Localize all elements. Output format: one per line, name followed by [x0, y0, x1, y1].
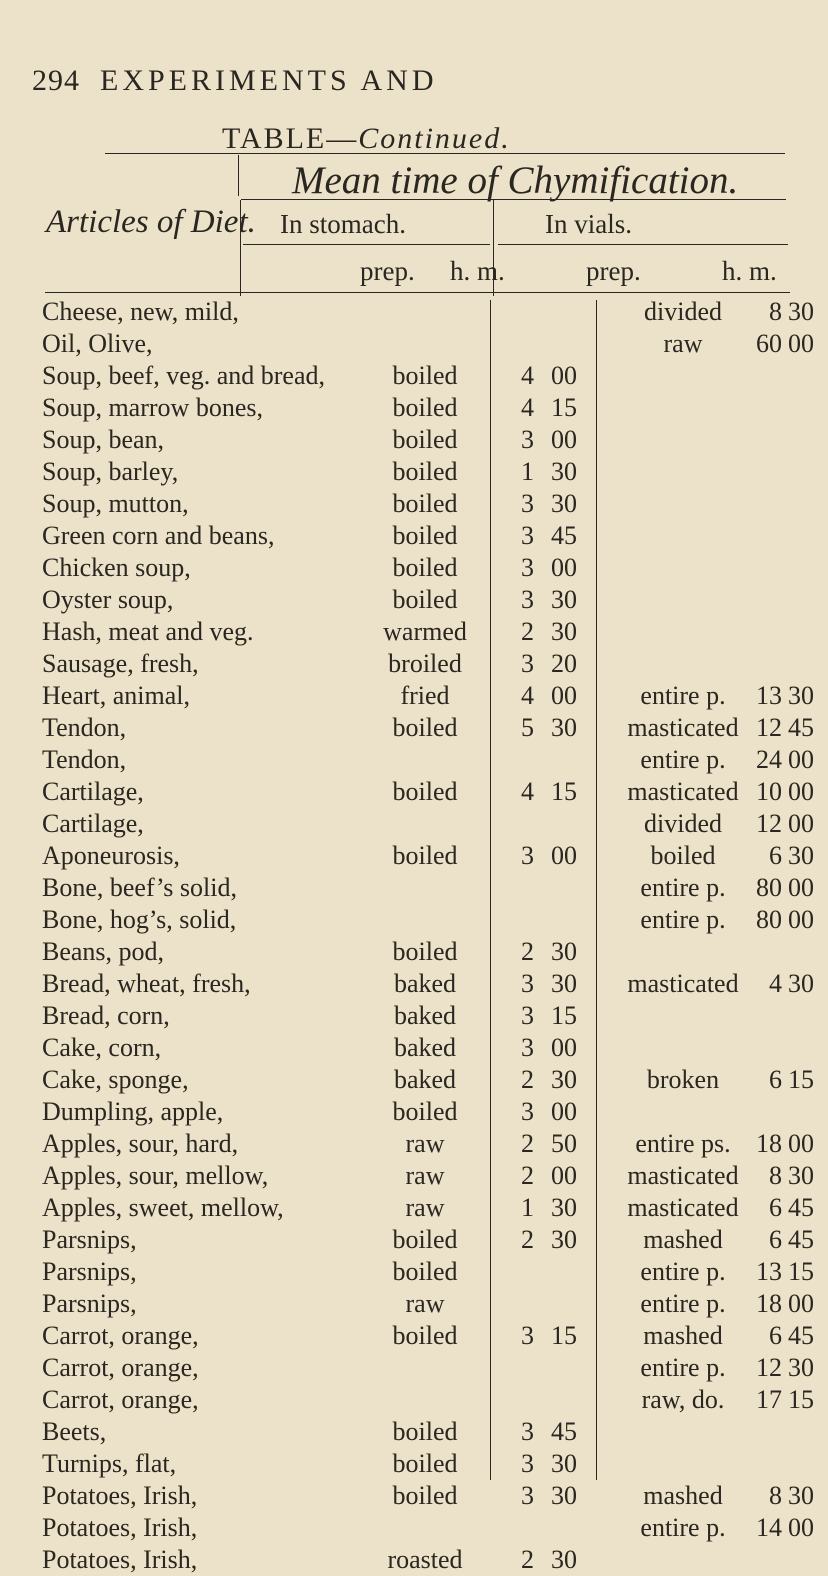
stomach-minutes-cell: 00 [551, 681, 577, 710]
stomach-minutes-cell: 30 [551, 1545, 577, 1574]
vials-prep-cell: entire p. [640, 1513, 726, 1542]
group-title: Mean time of Chymification. [292, 159, 739, 202]
vials-minutes-cell: 00 [788, 809, 814, 838]
stomach-prep-cell: boiled [392, 361, 458, 390]
table-row [0, 424, 800, 456]
stomach-minutes-cell: 30 [551, 969, 577, 998]
header-bottom-rule [45, 292, 790, 293]
stomach-hours-cell: 4 [521, 777, 534, 806]
vials-prep-cell: entire p. [640, 1353, 726, 1382]
article-cell: Apples, sour, mellow, [42, 1161, 269, 1190]
stomach-hours-cell: 3 [521, 1033, 534, 1062]
vials-prep-cell: divided [644, 297, 722, 326]
vials-minutes-cell: 15 [788, 1257, 814, 1286]
stomach-minutes-cell: 00 [551, 425, 577, 454]
table-row [0, 616, 800, 648]
stomach-prep-cell: boiled [392, 1417, 458, 1446]
table-row [0, 1096, 800, 1128]
vials-hours-cell: 6 [769, 1225, 782, 1254]
vials-minutes-cell: 30 [788, 1481, 814, 1510]
vials-hm-header: h. m. [722, 256, 777, 286]
stomach-hours-cell: 3 [521, 1321, 534, 1350]
vials-prep-cell: masticated [627, 1161, 739, 1190]
vials-minutes-cell: 00 [788, 777, 814, 806]
vials-hours-cell: 13 [756, 1257, 782, 1286]
table-row [0, 776, 814, 808]
vials-prep-cell: entire p. [640, 873, 726, 902]
stomach-minutes-cell: 00 [551, 841, 577, 870]
vials-prep-cell: masticated [627, 713, 739, 742]
stomach-hours-cell: 2 [521, 1161, 534, 1190]
article-cell: Cake, sponge, [42, 1065, 189, 1094]
stomach-prep-cell: boiled [392, 1481, 458, 1510]
stomach-prep-cell: boiled [392, 521, 458, 550]
table-row [0, 1064, 814, 1096]
stomach-minutes-cell: 30 [551, 585, 577, 614]
table-row [0, 1512, 814, 1544]
stomach-prep-cell: boiled [392, 553, 458, 582]
table-row [0, 808, 814, 840]
stomach-prep-cell: boiled [392, 1257, 458, 1286]
article-cell: Cheese, new, mild, [42, 297, 239, 326]
stomach-prep-cell: warmed [383, 617, 467, 646]
group-title-rule [241, 199, 786, 200]
article-cell: Potatoes, Irish, [42, 1513, 198, 1542]
table-row [0, 744, 814, 776]
table-row [0, 1544, 800, 1576]
vials-minutes-cell: 15 [788, 1385, 814, 1414]
vials-minutes-cell: 45 [788, 713, 814, 742]
running-head [0, 64, 800, 104]
stomach-hours-cell: 3 [521, 1481, 534, 1510]
stomach-minutes-cell: 30 [551, 1065, 577, 1094]
table-row [0, 360, 800, 392]
stomach-minutes-cell: 00 [551, 1161, 577, 1190]
article-cell: Soup, mutton, [42, 489, 189, 518]
stomach-prep-cell: broiled [388, 649, 462, 678]
table-caption-continued: Continued. [358, 122, 511, 155]
vials-minutes-cell: 00 [788, 1129, 814, 1158]
table-row [0, 1320, 814, 1352]
stomach-prep-cell: boiled [392, 393, 458, 422]
article-cell: Cake, corn, [42, 1033, 162, 1062]
vials-prep-cell: entire p. [640, 681, 726, 710]
stomach-prep-cell: baked [393, 1033, 457, 1062]
article-cell: Turnips, flat, [42, 1449, 177, 1478]
article-cell: Chicken soup, [42, 553, 191, 582]
article-cell: Bread, corn, [42, 1001, 170, 1030]
article-cell: Carrot, orange, [42, 1321, 199, 1350]
vials-minutes-cell: 00 [788, 329, 814, 358]
stomach-prep-cell: raw [405, 1289, 445, 1318]
stomach-hours-cell: 2 [521, 617, 534, 646]
stomach-hours-cell: 2 [521, 937, 534, 966]
vials-prep-cell: mashed [643, 1225, 723, 1254]
vials-hours-cell: 8 [769, 1481, 782, 1510]
vials-hours-cell: 4 [769, 969, 782, 998]
table-row [0, 1384, 814, 1416]
stomach-hours-cell: 3 [521, 1449, 534, 1478]
vials-prep-cell: masticated [627, 969, 739, 998]
stomach-hours-cell: 3 [521, 585, 534, 614]
article-cell: Apples, sour, hard, [42, 1129, 239, 1158]
table-row [0, 392, 800, 424]
table-row [0, 1352, 814, 1384]
stomach-hours-cell: 3 [521, 521, 534, 550]
table-row [0, 680, 814, 712]
table-row [0, 1256, 814, 1288]
vials-minutes-cell: 45 [788, 1321, 814, 1350]
vials-prep-header: prep. [586, 256, 641, 286]
article-cell: Bread, wheat, fresh, [42, 969, 251, 998]
page-number: 294 [32, 64, 80, 97]
vials-prep-cell: broken [646, 1065, 720, 1094]
vials-hours-cell: 12 [756, 1353, 782, 1382]
article-cell: Parsnips, [42, 1257, 137, 1286]
running-title: EXPERIMENTS AND [100, 64, 438, 97]
stomach-minutes-cell: 15 [551, 777, 577, 806]
stomach-header: In stomach. [280, 209, 406, 239]
table-row [0, 1000, 800, 1032]
vials-hours-cell: 17 [756, 1385, 782, 1414]
table-row [0, 1032, 800, 1064]
header-divider-top [238, 155, 239, 196]
vials-hours-cell: 6 [769, 1065, 782, 1094]
stomach-hours-cell: 1 [521, 457, 534, 486]
vials-hours-cell: 24 [756, 745, 782, 774]
table-body [0, 296, 814, 1576]
stomach-prep-cell: raw [405, 1161, 445, 1190]
stomach-hours-cell: 3 [521, 1097, 534, 1126]
stomach-prep-cell: boiled [392, 1097, 458, 1126]
vials-prep-cell: mashed [643, 1481, 723, 1510]
article-cell: Aponeurosis, [42, 841, 180, 870]
vials-hours-cell: 8 [769, 297, 782, 326]
stomach-minutes-cell: 15 [551, 1321, 577, 1350]
vials-prep-cell: divided [644, 809, 722, 838]
table-row [0, 1224, 814, 1256]
stomach-minutes-cell: 30 [551, 457, 577, 486]
table-caption-word: TABLE— [222, 122, 359, 155]
stomach-hours-cell: 2 [521, 1129, 534, 1158]
table-row [0, 1448, 800, 1480]
stomach-minutes-cell: 30 [551, 1449, 577, 1478]
stomach-prep-cell: boiled [392, 425, 458, 454]
vials-prep-cell: entire p. [640, 745, 726, 774]
stomach-hours-cell: 3 [521, 1417, 534, 1446]
table-row [0, 520, 800, 552]
vials-hours-cell: 6 [769, 1321, 782, 1350]
stomach-prep-cell: boiled [392, 1225, 458, 1254]
article-cell: Potatoes, Irish, [42, 1545, 198, 1574]
stomach-minutes-cell: 00 [551, 553, 577, 582]
table-row [0, 840, 814, 872]
vials-prep-cell: masticated [627, 777, 739, 806]
article-cell: Parsnips, [42, 1225, 137, 1254]
table-row [0, 296, 814, 328]
stomach-hours-cell: 2 [521, 1225, 534, 1254]
stomach-hours-cell: 3 [521, 841, 534, 870]
table-row [0, 904, 814, 936]
stomach-minutes-cell: 45 [551, 1417, 577, 1446]
vials-header-rule [498, 244, 788, 245]
stomach-minutes-cell: 30 [551, 937, 577, 966]
vials-minutes-cell: 30 [788, 297, 814, 326]
stomach-prep-cell: boiled [392, 777, 458, 806]
stomach-minutes-cell: 30 [551, 1481, 577, 1510]
article-cell: Apples, sweet, mellow, [42, 1193, 284, 1222]
article-cell: Soup, marrow bones, [42, 393, 263, 422]
vials-minutes-cell: 00 [788, 745, 814, 774]
stomach-prep-cell: baked [393, 1001, 457, 1030]
stomach-prep-cell: boiled [392, 937, 458, 966]
vials-hours-cell: 18 [756, 1129, 782, 1158]
stomach-minutes-cell: 00 [551, 1033, 577, 1062]
vials-minutes-cell: 45 [788, 1193, 814, 1222]
article-cell: Sausage, fresh, [42, 649, 199, 678]
vials-hours-cell: 60 [756, 329, 782, 358]
vials-hours-cell: 14 [756, 1513, 782, 1542]
stomach-minutes-cell: 15 [551, 1001, 577, 1030]
vials-minutes-cell: 00 [788, 1289, 814, 1318]
stomach-minutes-cell: 30 [551, 1193, 577, 1222]
vials-prep-cell: entire ps. [635, 1129, 731, 1158]
vials-hours-cell: 18 [756, 1289, 782, 1318]
article-cell: Carrot, orange, [42, 1385, 199, 1414]
table-caption [222, 122, 511, 156]
stomach-header-rule [243, 244, 490, 245]
table-row [0, 1160, 814, 1192]
table-row [0, 936, 800, 968]
stomach-minutes-cell: 45 [551, 521, 577, 550]
stomach-minutes-cell: 30 [551, 489, 577, 518]
stomach-prep-cell: boiled [392, 585, 458, 614]
article-cell: Heart, animal, [42, 681, 190, 710]
article-cell: Potatoes, Irish, [42, 1481, 198, 1510]
vials-hours-cell: 12 [756, 809, 782, 838]
stomach-hours-cell: 3 [521, 425, 534, 454]
table-row [0, 456, 800, 488]
article-cell: Bone, beef’s solid, [42, 873, 237, 902]
vials-minutes-cell: 30 [788, 1353, 814, 1382]
table-row [0, 1288, 814, 1320]
article-cell: Green corn and beans, [42, 521, 275, 550]
vials-hours-cell: 80 [756, 905, 782, 934]
table-row [0, 1416, 800, 1448]
table-row [0, 648, 800, 680]
stomach-hours-cell: 3 [521, 1001, 534, 1030]
vials-minutes-cell: 30 [788, 969, 814, 998]
stomach-prep-cell: boiled [392, 457, 458, 486]
stomach-prep-cell: boiled [392, 1449, 458, 1478]
vials-minutes-cell: 30 [788, 841, 814, 870]
vials-prep-cell: raw [663, 329, 703, 358]
stomach-prep-cell: baked [393, 1065, 457, 1094]
stomach-prep-cell: raw [405, 1129, 445, 1158]
vials-hours-cell: 6 [769, 841, 782, 870]
stomach-minutes-cell: 50 [551, 1129, 577, 1158]
table-row [0, 552, 800, 584]
stomach-hours-cell: 1 [521, 1193, 534, 1222]
stomach-minutes-cell: 00 [551, 1097, 577, 1126]
stomach-minutes-cell: 20 [551, 649, 577, 678]
article-cell: Parsnips, [42, 1289, 137, 1318]
stomach-hours-cell: 4 [521, 361, 534, 390]
article-cell: Soup, beef, veg. and bread, [42, 361, 326, 390]
vials-hours-cell: 80 [756, 873, 782, 902]
stomach-hours-cell: 2 [521, 1065, 534, 1094]
vials-minutes-cell: 15 [788, 1065, 814, 1094]
vials-hours-cell: 6 [769, 1193, 782, 1222]
vials-minutes-cell: 30 [788, 1161, 814, 1190]
vials-minutes-cell: 00 [788, 905, 814, 934]
article-cell: Cartilage, [42, 809, 144, 838]
stomach-prep-cell: baked [393, 969, 457, 998]
vials-minutes-cell: 00 [788, 1513, 814, 1542]
table-row [0, 1128, 814, 1160]
table-row [0, 328, 814, 360]
stomach-minutes-cell: 15 [551, 393, 577, 422]
table-row [0, 1192, 814, 1224]
stomach-prep-cell: fried [400, 681, 450, 710]
stomach-hours-cell: 2 [521, 1545, 534, 1574]
vials-minutes-cell: 00 [788, 873, 814, 902]
article-cell: Soup, bean, [42, 425, 165, 454]
stomach-prep-cell: roasted [387, 1545, 463, 1574]
table-row [0, 968, 814, 1000]
vials-hours-cell: 12 [756, 713, 782, 742]
stomach-hours-cell: 5 [521, 713, 534, 742]
vials-prep-cell: entire p. [640, 905, 726, 934]
vials-minutes-cell: 30 [788, 681, 814, 710]
article-cell: Dumpling, apple, [42, 1097, 224, 1126]
article-cell: Beans, pod, [42, 937, 165, 966]
stomach-minutes-cell: 30 [551, 1225, 577, 1254]
articles-header: Articles of Diet. [46, 204, 256, 240]
stomach-hm-header: h. m. [450, 256, 505, 286]
article-cell: Tendon, [42, 713, 127, 742]
stomach-prep-cell: boiled [392, 489, 458, 518]
vials-hours-cell: 10 [756, 777, 782, 806]
article-cell: Beets, [42, 1417, 107, 1446]
article-cell: Soup, barley, [42, 457, 179, 486]
stomach-hours-cell: 4 [521, 681, 534, 710]
stomach-minutes-cell: 30 [551, 713, 577, 742]
table-row [0, 584, 800, 616]
stomach-prep-cell: boiled [392, 841, 458, 870]
header-divider-left [240, 200, 241, 296]
vials-prep-cell: entire p. [640, 1289, 726, 1318]
stomach-prep-header: prep. [360, 256, 415, 286]
table-row [0, 1480, 814, 1512]
vials-prep-cell: masticated [627, 1193, 739, 1222]
vials-hours-cell: 8 [769, 1161, 782, 1190]
stomach-prep-cell: raw [405, 1193, 445, 1222]
caption-rule [105, 153, 785, 154]
vials-prep-cell: entire p. [640, 1257, 726, 1286]
stomach-prep-cell: boiled [392, 713, 458, 742]
table-row [0, 712, 814, 744]
stomach-hours-cell: 4 [521, 393, 534, 422]
stomach-prep-cell: boiled [392, 1321, 458, 1350]
article-cell: Carrot, orange, [42, 1353, 199, 1382]
stomach-hours-cell: 3 [521, 489, 534, 518]
vials-header: In vials. [545, 209, 632, 239]
article-cell: Oil, Olive, [42, 329, 153, 358]
stomach-minutes-cell: 00 [551, 361, 577, 390]
article-cell: Cartilage, [42, 777, 144, 806]
vials-prep-cell: raw, do. [641, 1385, 725, 1414]
stomach-hours-cell: 3 [521, 649, 534, 678]
vials-minutes-cell: 45 [788, 1225, 814, 1254]
table-row [0, 872, 814, 904]
vials-prep-cell: boiled [650, 841, 716, 870]
vials-hours-cell: 13 [756, 681, 782, 710]
vials-prep-cell: mashed [643, 1321, 723, 1350]
article-cell: Bone, hog’s, solid, [42, 905, 237, 934]
stomach-minutes-cell: 30 [551, 617, 577, 646]
table-row [0, 488, 800, 520]
article-cell: Oyster soup, [42, 585, 174, 614]
article-cell: Tendon, [42, 745, 127, 774]
article-cell: Hash, meat and veg. [42, 617, 254, 646]
stomach-hours-cell: 3 [521, 553, 534, 582]
stomach-hours-cell: 3 [521, 969, 534, 998]
